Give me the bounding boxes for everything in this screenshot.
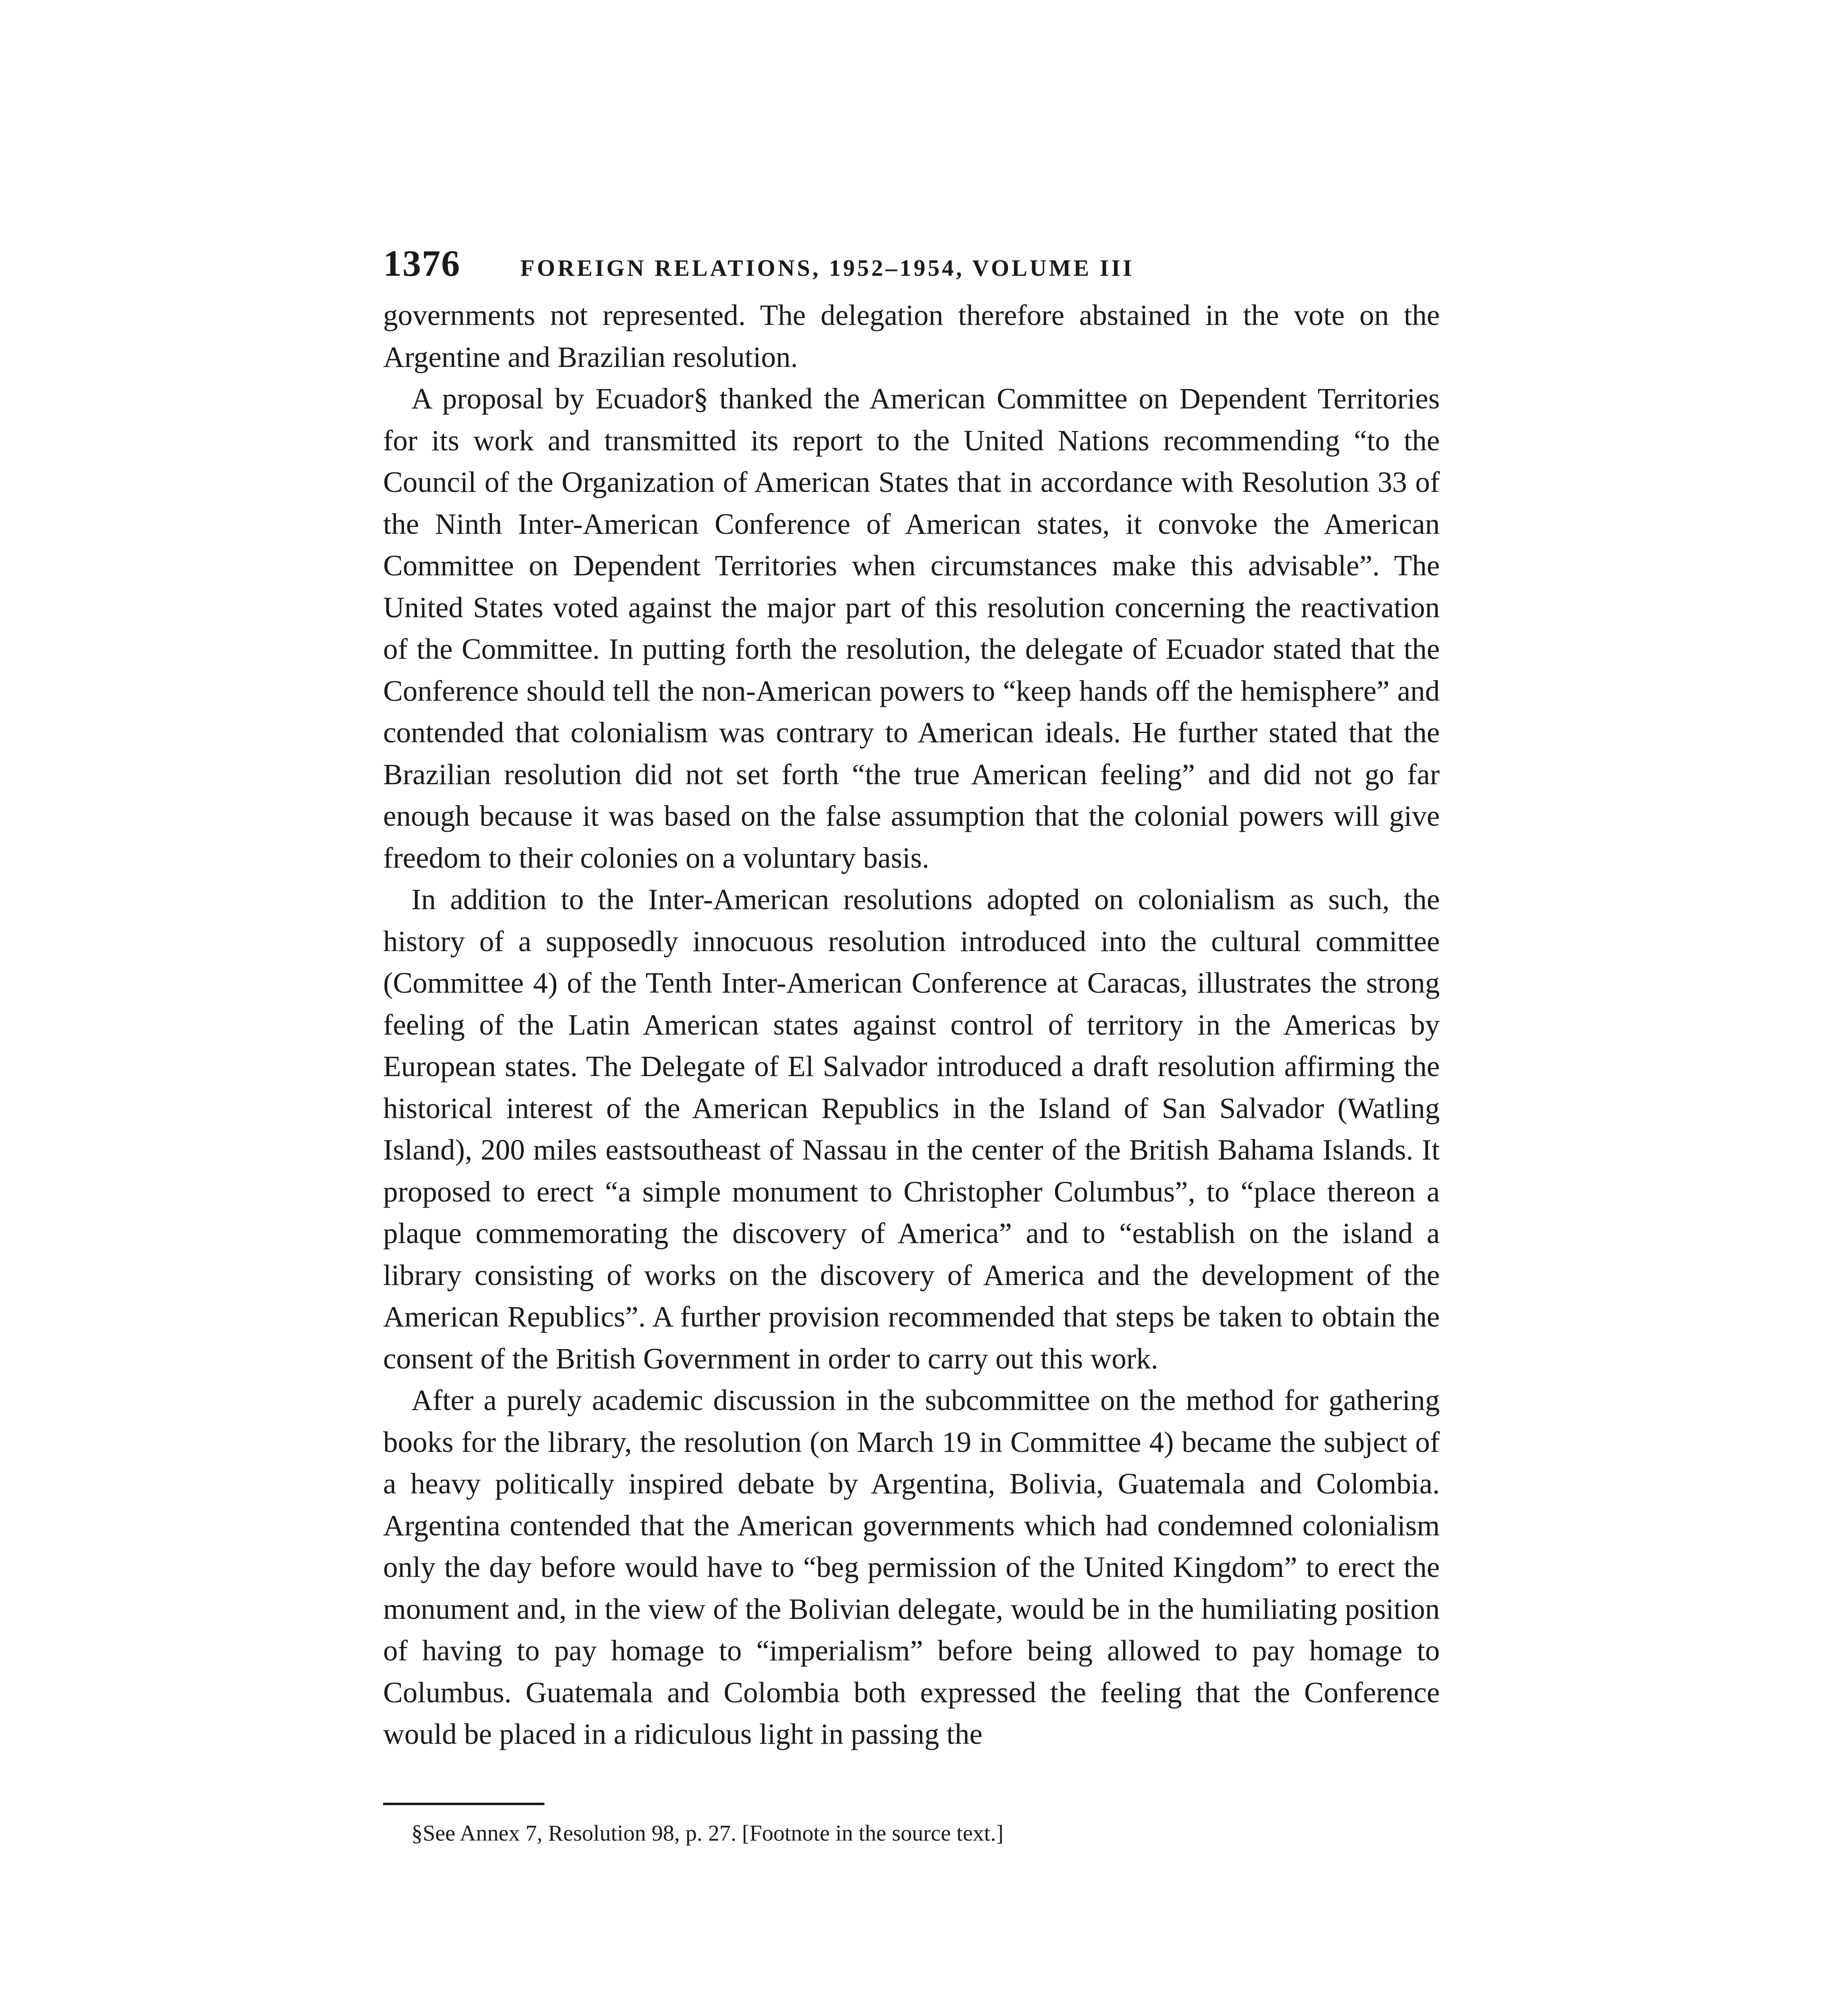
- running-head: [383, 242, 1440, 282]
- paragraph-continued: governments not represented. The delegation therefore abstained in the vote on the Argentine and Brazilian resolution.: [383, 299, 1440, 373]
- document-page: [383, 242, 1440, 1849]
- footnote: §See Annex 7, Resolution 98, p. 27. [Footnote in the source text.]: [411, 1820, 1004, 1846]
- footnote-divider: [383, 1803, 544, 1805]
- paragraph-san-salvador-resolution: In addition to the Inter-American resolutions adopted on colonialism as such, the history of a supposedly innocuous resolution introduced into the cultural committee (Committee 4) of the Tenth Inter-American Conference at Caracas, illustrates the strong feeling of the Latin American states against control of territory in the Americas by European states. The Delegate of El Salvador introduced a draft resolution affirming the historical interest of the American Republics in the Island of San Salvador (Watling Island), 200 miles eastsoutheast of Nassau in the center of the British Bahama Islands. It proposed to erect “a simple monument to Christopher Columbus”, to “place thereon a plaque commemorating the discovery of America” and to “establish on the island a library consisting of works on the discovery of America and the development of the American Republics”. A further provision recommended that steps be taken to obtain the consent of the British Government in order to carry out this work.: [383, 883, 1440, 1375]
- paragraph-ecuador-proposal: A proposal by Ecuador§ thanked the American Committee on Dependent Territories for its work and transmitted its report to the United Nations recommending “to the Council of the Organization of American States that in accordance with Resolution 33 of the Ninth Inter-American Conference of American states, it convoke the American Committee on Dependent Territories when circumstances make this advisable”. The United States voted against the major part of this resolution concerning the reactivation of the Committee. In putting forth the resolution, the delegate of Ecuador stated that the Conference should tell the non-American powers to “keep hands off the hemisphere” and contended that colonialism was contrary to American ideals. He further stated that the Brazilian resolution did not set forth “the true American feeling” and did not go far enough because it was based on the false assumption that the colonial powers will give freedom to their colonies on a voluntary basis.: [383, 382, 1440, 874]
- paragraph-committee-debate: After a purely academic discussion in the subcommittee on the method for gathering books for the library, the resolution (on March 19 in Committee 4) became the subject of a heavy politically inspired debate by Argentina, Bolivia, Guatemala and Colombia. Argentina contended that the American governments which had condemned colonialism only the day before would have to “beg permission of the United Kingdom” to erect the monument and, in the view of the Bolivian delegate, would be in the humiliating position of having to pay homage to “imperialism” before being allowed to pay homage to Columbus. Guatemala and Colombia both expressed the feeling that the Conference would be placed in a ridiculous light in passing the: [383, 1384, 1440, 1750]
- running-title: FOREIGN RELATIONS, 1952–1954, VOLUME III: [520, 255, 1134, 281]
- page-number: 1376: [383, 243, 461, 284]
- body-text: [383, 294, 1440, 1755]
